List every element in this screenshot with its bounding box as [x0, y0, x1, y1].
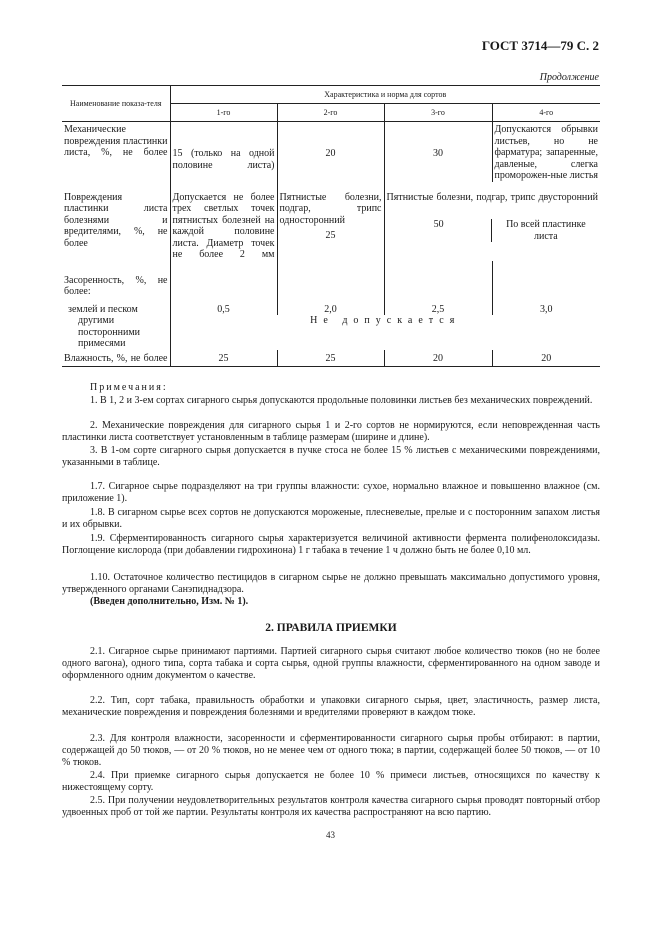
row-disease-grade-3-4-text: Пятнистые болезни, подгар, трипс двусторонний — [386, 191, 598, 203]
note-3: 3. В 1-ом сорте сигарного сырья допускается в пучке стоса не более 15 % листьев с механическими повреждениями, указанными в таблице. — [62, 445, 600, 469]
row-foreign-name: другими посторонними примесями — [78, 315, 141, 349]
table-row — [62, 261, 600, 298]
paragraph-2-3: 2.3. Для контроля влажности, засоренности и сферментированности сигарного сырья пробы отбирают: в партии, содержащей до 50 тюков, — от 20 % тюков, но не менее чем от одного тюка; в партии, содержащей более 50 тюков, — от 10 % тюков. — [62, 733, 600, 769]
row-soil-grade-2: 2,0 — [277, 298, 384, 316]
row-disease-grade-1: Допускается не более трех светлых точек пятнистых болезней на каждой половине листа. Диаметр точек не более 2 мм — [170, 182, 277, 261]
col-header-grade-2: 2-го — [277, 104, 384, 122]
table-row — [62, 350, 600, 367]
row-humidity-name: Влажность, %, не более — [62, 350, 170, 367]
row-mech-name: Механические повреждения пластинки листа, %, не более — [64, 124, 168, 158]
paragraph-2-5: 2.5. При получении неудовлетворительных результатов контроля качества сигарного сырья проводят повторный отбор удвоенных проб от той же партии. Результаты контроля их качества распространяют на всю партию. — [62, 795, 600, 819]
row-disease-grade-2: 25 — [325, 230, 336, 241]
notes-title: Примечания: — [90, 382, 168, 393]
row-soil-grade-1: 0,5 — [170, 298, 277, 316]
page-number: 43 — [326, 830, 335, 840]
table-row — [62, 122, 600, 182]
row-disease-name: Повреждения пластинки листа болезнями и вредителями, %, не более — [64, 191, 168, 249]
row-disease-grade-2-text: Пятнистые болезни, подгар, трипс односторонний — [279, 191, 382, 226]
row-mech-grade-3: 30 — [384, 122, 492, 182]
row-humidity-grade-4: 20 — [492, 350, 600, 367]
row-soil-grade-3: 2,5 — [384, 298, 492, 316]
characteristics-table — [62, 85, 600, 367]
table-row — [62, 298, 600, 316]
row-humidity-grade-3: 20 — [384, 350, 492, 367]
document-header-title: ГОСТ 3714—79 С. 2 — [481, 38, 599, 53]
col-header-grade-4: 4-го — [492, 104, 600, 122]
col-header-grade-3: 3-го — [384, 104, 492, 122]
paragraph-1-7: 1.7. Сигарное сырье подразделяют на три группы влажности: сухое, нормально влажное и повышенно влажное (см. приложение 1). — [62, 481, 600, 505]
row-mech-grade-2: 20 — [277, 122, 384, 182]
row-mech-grade-1: 15 (только на одной половине листа) — [170, 122, 277, 182]
paragraph-2-4: 2.4. При приемке сигарного сырья допускается не более 10 % примеси листьев, относящихся по качеству к нижестоящему сорту. — [62, 770, 600, 794]
row-disease-grade-3: 50 — [433, 219, 444, 230]
row-litter-name: Засоренность, %, не более: — [64, 274, 168, 297]
paragraph-1-10: 1.10. Остаточное количество пестицидов в сигарном сырье не должно превышать максимально допустимого уровня, утвержденного органами Санэпиднадзора. — [62, 572, 600, 596]
col-header-group: Характеристика и норма для сортов — [170, 86, 600, 104]
paragraph-1-9: 1.9. Сферментированность сигарного сырья характеризуется величиной активности фермента полифенолоксидазы. Поглощение кислорода (при добавлении гидрохинона) 1 г табака в течение 1 ч должно быть не более 0,10 мл. — [62, 533, 600, 557]
row-disease-grade-4: По всей пластинке листа — [491, 219, 598, 242]
row-foreign-span: Не допускается — [170, 315, 600, 350]
table-row — [62, 182, 600, 261]
row-humidity-grade-1: 25 — [170, 350, 277, 367]
row-soil-name: землей и песком — [68, 303, 138, 315]
row-mech-grade-4: Допускаются обрывки листьев, но не фарматура; запаренные, давленые, слегка проморожен-ные листья — [492, 122, 600, 182]
amendment-note: (Введен дополнительно, Изм. № 1). — [90, 596, 249, 607]
paragraph-2-1: 2.1. Сигарное сырье принимают партиями. Партией сигарного сырья считают любое количество тюков (но не более одного вагона), одного типа, сорта табака и сорта сырья, одной группы влажности, сферментированного на одном заводе и оформленного одним документом о качестве. — [62, 646, 600, 682]
col-header-grade-1: 1-го — [170, 104, 277, 122]
row-soil-grade-4: 3,0 — [492, 298, 600, 316]
paragraph-2-2: 2.2. Тип, сорт табака, правильность обработки и упаковки сигарного сырья, цвет, эластичность, размер листа, механические повреждения и повреждения болезнями и вредителями проверяют в каждом тюке. — [62, 695, 600, 719]
section-2-title: 2. ПРАВИЛА ПРИЕМКИ — [265, 622, 397, 634]
continuation-label: Продолжение — [539, 72, 599, 83]
note-2: 2. Механические повреждения для сигарного сырья 1 и 2-го сортов не нормируются, если неповрежденная часть пластинки листа соответствует установленным в таблице размерам (ширине и длине). — [62, 420, 600, 444]
col-header-name: Наименование показа-теля — [62, 86, 170, 122]
note-1: 1. В 1, 2 и 3-ем сортах сигарного сырья допускаются продольные половинки листьев без механических повреждений. — [90, 395, 593, 406]
table-row — [62, 315, 600, 350]
row-humidity-grade-2: 25 — [277, 350, 384, 367]
paragraph-1-8: 1.8. В сигарном сырье всех сортов не допускаются мороженые, плесневелые, прелые и с посторонним запахом листья и их обрывки. — [62, 507, 600, 531]
